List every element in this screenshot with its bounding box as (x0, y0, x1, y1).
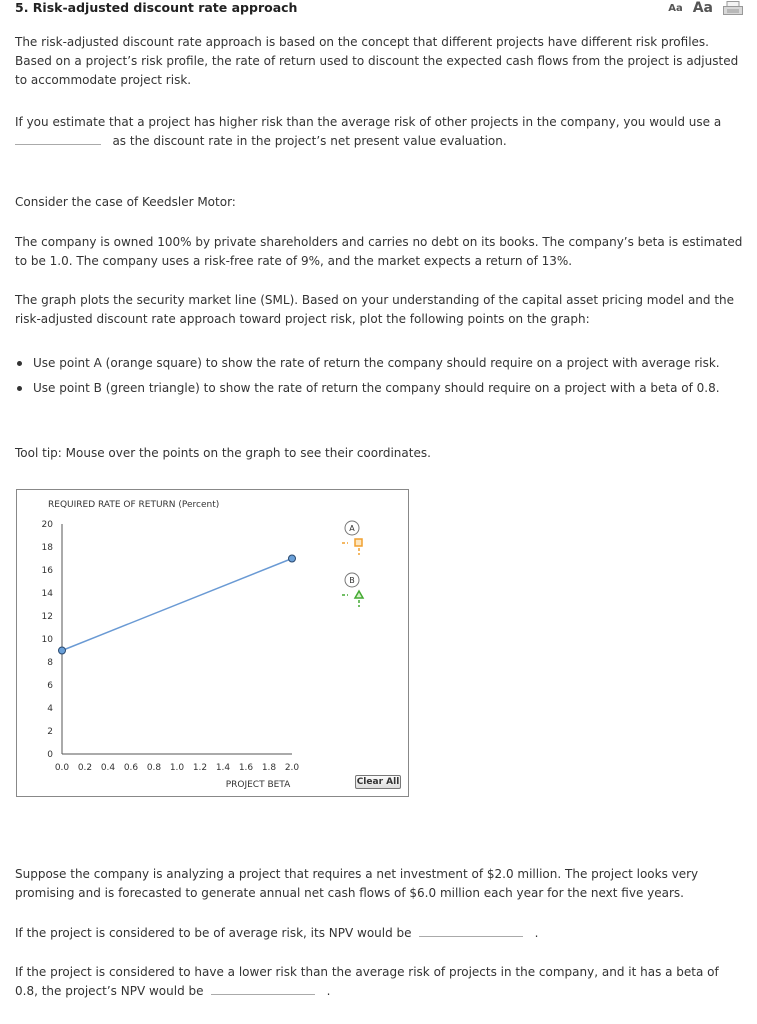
y-tick-label: 4 (47, 704, 53, 714)
x-tick-label: 1.0 (169, 763, 185, 773)
y-tick-label: 16 (41, 566, 53, 576)
sml-chart (17, 490, 408, 796)
y-tick-label: 6 (47, 681, 53, 691)
question-2-text-after: . (534, 926, 539, 940)
list-item (15, 354, 745, 373)
print-icon[interactable] (723, 1, 743, 16)
point-b-label: B (349, 576, 355, 585)
x-tick-label: 0.4 (100, 763, 116, 773)
bullet-icon (17, 361, 22, 366)
y-tick-label: 12 (41, 612, 53, 622)
npv-low-risk-dropdown[interactable] (211, 982, 315, 995)
y-axis-title: REQUIRED RATE OF RETURN (Percent) (48, 500, 220, 510)
bullet-icon (17, 386, 22, 391)
font-smaller-button[interactable]: Aa (668, 2, 683, 14)
question-1 (15, 113, 745, 151)
point-b-tool[interactable] (342, 573, 363, 607)
question-2-text-before: If the project is considered to be of average risk, its NPV would be (15, 926, 412, 940)
question-title: 5. Risk-adjusted discount rate approach (15, 0, 298, 15)
x-axis-title: PROJECT BETA (225, 780, 291, 790)
bullet-text-b: Use point B (green triangle) to show the rate of return the company should require on a project with a beta of 0.8. (33, 381, 720, 395)
npv-average-risk-dropdown[interactable] (419, 924, 523, 937)
company-info: The company is owned 100% by private shareholders and carries no debt on its books. The company’s beta is estimated to be 1.0. The company uses a risk-free rate of 9%, and the market expects a return of 13%. (15, 235, 743, 268)
point-a-square-icon[interactable] (355, 539, 362, 546)
point-a-label: A (349, 524, 355, 533)
y-tick-label: 20 (41, 520, 53, 530)
y-tick-label: 2 (47, 727, 53, 737)
y-tick-label: 8 (47, 658, 53, 668)
question-3-text-before: If the project is considered to have a lower risk than the average risk of projects in the company, and it has a beta of 0.8, the project’s NPV would be (15, 965, 719, 998)
tooltip-text: Tool tip: Mouse over the points on the graph to see their coordinates. (15, 446, 431, 460)
bullet-text-a: Use point A (orange square) to show the rate of return the company should require on a project with average risk. (33, 356, 720, 370)
instruction-list (15, 354, 745, 404)
question-3-text-after: . (326, 984, 331, 998)
x-tick-label: 1.6 (238, 763, 254, 773)
question-3 (15, 963, 745, 1001)
point-b-triangle-icon[interactable] (355, 591, 363, 598)
y-tick-label: 18 (41, 543, 53, 553)
case-intro: Consider the case of Keedsler Motor: (15, 195, 236, 209)
y-tick-label: 14 (41, 589, 53, 599)
y-tick-label: 10 (41, 635, 53, 645)
x-tick-label: 2.0 (284, 763, 300, 773)
x-tick-label: 0.6 (123, 763, 139, 773)
intro-paragraph: The risk-adjusted discount rate approach is based on the concept that different projects have different risk profiles. Based on a project’s risk profile, the rate of return used to discount the expected cash flows from the project is adjusted to accommodate project risk. (15, 35, 739, 87)
font-larger-button[interactable]: Aa (692, 0, 713, 16)
font-size-tools (668, 0, 743, 16)
question-1-text-before: If you estimate that a project has higher risk than the average risk of other projects in the company, you would use a (15, 115, 722, 129)
x-tick-label: 1.8 (261, 763, 277, 773)
question-2 (15, 924, 745, 943)
clear-all-button[interactable]: Clear All (356, 777, 400, 787)
x-tick-label: 0.8 (146, 763, 162, 773)
list-item (15, 379, 745, 398)
sml-endpoint[interactable] (59, 647, 66, 654)
point-a-tool[interactable] (342, 521, 362, 555)
x-tick-label: 0.0 (54, 763, 70, 773)
sml-endpoint[interactable] (289, 555, 296, 562)
discount-rate-dropdown[interactable] (15, 132, 101, 145)
scenario-paragraph: Suppose the company is analyzing a project that requires a net investment of $2.0 million. The project looks very promising and is forecasted to generate annual net cash flows of $6.0 million each year for the next five years. (15, 867, 699, 900)
sml-graph (16, 489, 409, 797)
graph-instructions: The graph plots the security market line (SML). Based on your understanding of the capital asset pricing model and the risk-adjusted discount rate approach toward project risk, plot the following points on the graph: (15, 293, 735, 326)
sml-line (62, 559, 292, 651)
x-tick-label: 1.4 (215, 763, 231, 773)
x-tick-label: 1.2 (192, 763, 208, 773)
x-tick-label: 0.2 (77, 763, 93, 773)
y-tick-label: 0 (47, 750, 53, 760)
question-1-text-after: as the discount rate in the project’s net present value evaluation. (112, 134, 507, 148)
